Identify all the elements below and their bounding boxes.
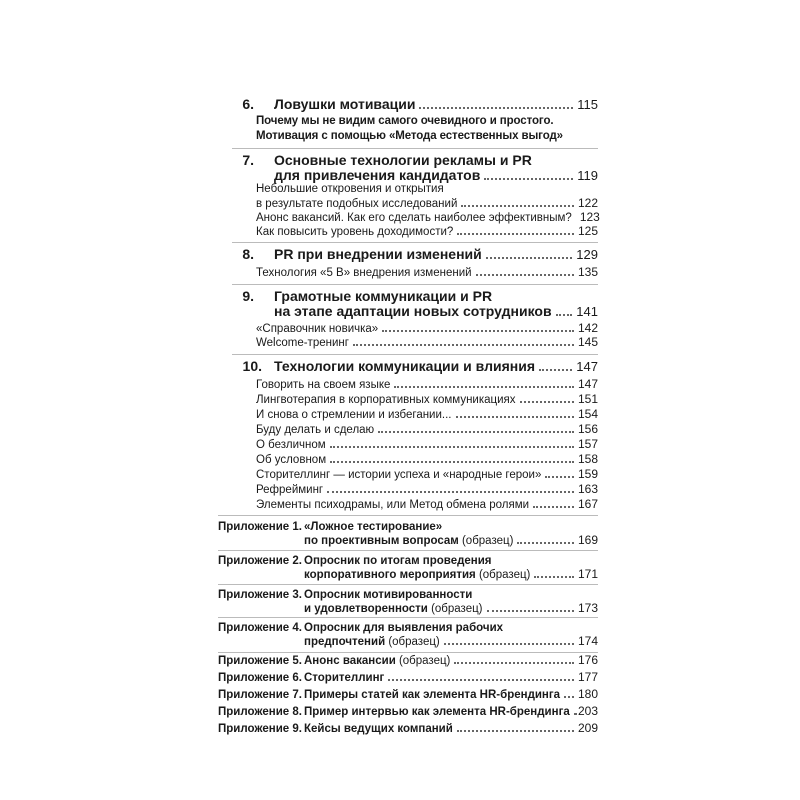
appendix-title: Опросник мотивированности bbox=[304, 589, 473, 601]
page-number: 177 bbox=[577, 670, 598, 684]
appendix-note: (образец) bbox=[458, 535, 514, 547]
appendix-title: Кейсы ведущих компаний bbox=[304, 723, 453, 735]
appendix-5-entry bbox=[218, 652, 598, 667]
separator bbox=[218, 584, 598, 585]
dot-leader bbox=[486, 257, 573, 259]
section-entry bbox=[256, 334, 598, 349]
page-number: 156 bbox=[577, 422, 598, 436]
chapter-number: 9. bbox=[242, 288, 254, 304]
dot-leader bbox=[520, 401, 574, 403]
page-number: 158 bbox=[577, 452, 598, 466]
appendix-title-continued bbox=[304, 603, 483, 615]
section-title: Как повысить уровень доходимости? bbox=[256, 226, 454, 238]
section-title: Об условном bbox=[256, 454, 327, 466]
page-number: 173 bbox=[577, 601, 598, 615]
page-number: 157 bbox=[577, 437, 598, 451]
chapter-6-description-line-2: Мотивация с помощью «Метода естественных выгод» bbox=[256, 130, 563, 142]
appendix-label: Приложение 4. bbox=[218, 622, 302, 634]
section-title-continued: в результате подобных исследований bbox=[256, 198, 458, 210]
appendix-title-text: корпоративного мероприятия bbox=[304, 569, 476, 581]
appendix-label: Приложение 1. bbox=[218, 521, 302, 533]
appendix-label: Приложение 7. bbox=[218, 689, 302, 701]
dot-leader bbox=[327, 491, 574, 493]
dot-leader bbox=[556, 314, 573, 316]
appendix-9-entry bbox=[218, 720, 598, 735]
dot-leader bbox=[461, 205, 574, 207]
appendix-note: (образец) bbox=[475, 569, 531, 581]
chapter-title-continued: на этапе адаптации новых сотрудников bbox=[274, 303, 552, 319]
dot-leader bbox=[457, 730, 574, 732]
section-entry bbox=[256, 436, 598, 451]
page-number: 203 bbox=[577, 704, 598, 718]
page-number: 151 bbox=[577, 392, 598, 406]
dot-leader bbox=[487, 610, 574, 612]
appendix-label: Приложение 2. bbox=[218, 555, 302, 567]
appendix-label: Приложение 3. bbox=[218, 589, 302, 601]
dot-leader bbox=[534, 576, 574, 578]
section-title: О безличном bbox=[256, 439, 326, 451]
appendix-title-continued bbox=[304, 569, 530, 581]
page-number: 119 bbox=[577, 168, 598, 183]
chapter-9-entry-cont bbox=[274, 303, 598, 319]
section-title: И снова о стремлении и избегании... bbox=[256, 409, 452, 421]
dot-leader bbox=[419, 107, 573, 109]
page-number: 180 bbox=[577, 687, 598, 701]
appendix-label: Приложение 6. bbox=[218, 672, 302, 684]
chapter-7-entry-cont bbox=[274, 167, 598, 183]
page-number: 176 bbox=[577, 653, 598, 667]
chapter-title-continued: для привлечения кандидатов bbox=[274, 167, 481, 183]
section-entry bbox=[256, 320, 598, 335]
appendix-1-entry bbox=[218, 518, 598, 533]
page-number: 142 bbox=[577, 321, 598, 335]
chapter-6-entry bbox=[232, 96, 598, 112]
page-number: 123 bbox=[579, 210, 600, 224]
appendix-note: (образец) bbox=[385, 636, 440, 648]
page-number: 209 bbox=[577, 721, 598, 735]
chapter-title: Грамотные коммуникации и PR bbox=[274, 288, 493, 304]
dot-leader bbox=[476, 274, 574, 276]
appendix-note: (образец) bbox=[395, 655, 451, 667]
separator bbox=[232, 284, 598, 285]
separator bbox=[232, 354, 598, 355]
dot-leader bbox=[539, 369, 572, 371]
separator bbox=[218, 515, 598, 516]
appendix-title bbox=[304, 655, 450, 667]
appendix-7-entry bbox=[218, 686, 598, 701]
chapter-title: Ловушки мотивации bbox=[274, 96, 416, 112]
appendix-title: Опросник по итогам проведения bbox=[304, 555, 492, 567]
appendix-title: Пример интервью как элемента HR-брендинга bbox=[304, 706, 570, 718]
page-number: 154 bbox=[577, 407, 598, 421]
dot-leader bbox=[353, 344, 574, 346]
chapter-10-entry bbox=[232, 358, 598, 374]
appendix-3-entry bbox=[218, 586, 598, 601]
section-title: Лингвотерапия в корпоративных коммуникациях bbox=[256, 394, 516, 406]
separator bbox=[218, 550, 598, 551]
appendix-label: Приложение 5. bbox=[218, 655, 302, 667]
dot-leader bbox=[330, 461, 574, 463]
appendix-note: (образец) bbox=[427, 603, 483, 615]
dot-leader bbox=[545, 476, 574, 478]
page-number: 129 bbox=[576, 247, 598, 262]
dot-leader bbox=[564, 696, 574, 698]
appendix-2-entry bbox=[218, 552, 598, 567]
appendix-title: Примеры статей как элемента HR-брендинга bbox=[304, 689, 561, 701]
chapter-8-entry bbox=[232, 246, 598, 262]
appendix-title-text: и удовлетворенности bbox=[304, 603, 428, 615]
section-entry bbox=[256, 195, 598, 210]
section-entry bbox=[256, 481, 598, 496]
dot-leader bbox=[330, 446, 574, 448]
chapter-number: 7. bbox=[242, 152, 254, 168]
dot-leader bbox=[454, 662, 574, 664]
section-entry bbox=[256, 406, 598, 421]
appendix-2-entry-cont bbox=[304, 566, 598, 581]
section-title: Рефрейминг bbox=[256, 484, 324, 496]
page-number: 167 bbox=[577, 497, 598, 511]
page-number: 115 bbox=[577, 97, 598, 112]
section-entry bbox=[256, 466, 598, 481]
section-entry bbox=[256, 451, 598, 466]
chapter-title: PR при внедрении изменений bbox=[274, 246, 482, 262]
section-title: Элементы психодрамы, или Метод обмена ролями bbox=[256, 499, 530, 511]
page-number: 147 bbox=[576, 359, 598, 374]
section-entry bbox=[256, 421, 598, 436]
appendix-6-entry bbox=[218, 669, 598, 684]
section-title: «Справочник новичка» bbox=[256, 323, 379, 335]
appendix-title: Сторителлинг bbox=[304, 672, 385, 684]
section-title: Анонс вакансий. Как его сделать наиболее эффективным? bbox=[256, 212, 572, 224]
appendix-title-text: предпочтений bbox=[304, 636, 386, 648]
chapter-6-description-line-1: Почему мы не видим самого очевидного и простого. bbox=[256, 115, 554, 127]
page-number: 122 bbox=[577, 196, 598, 210]
appendix-8-entry bbox=[218, 703, 598, 718]
section-title: Welcome-тренинг bbox=[256, 337, 349, 349]
appendix-label: Приложение 8. bbox=[218, 706, 302, 718]
separator bbox=[232, 242, 598, 243]
section-entry bbox=[256, 209, 598, 224]
section-title: Сторителлинг — истории успеха и «народные герои» bbox=[256, 469, 542, 481]
chapter-7-entry bbox=[232, 152, 598, 168]
page-number: 169 bbox=[577, 533, 598, 547]
dot-leader bbox=[378, 431, 574, 433]
chapter-title: Технологии коммуникации и влияния bbox=[274, 358, 535, 374]
section-title: Говорить на своем языке bbox=[256, 379, 391, 391]
separator bbox=[232, 148, 598, 149]
chapter-9-entry bbox=[232, 288, 598, 304]
page-number: 159 bbox=[577, 467, 598, 481]
page-number: 135 bbox=[577, 265, 598, 279]
page-number: 145 bbox=[577, 335, 598, 349]
chapter-number: 10. bbox=[242, 358, 262, 374]
appendix-label: Приложение 9. bbox=[218, 723, 302, 735]
dot-leader bbox=[484, 178, 573, 180]
appendix-title-text: по проективным вопросам bbox=[304, 535, 459, 547]
page-number: 163 bbox=[577, 482, 598, 496]
dot-leader bbox=[444, 643, 574, 645]
appendix-title: «Ложное тестирование» bbox=[304, 521, 443, 533]
dot-leader bbox=[517, 542, 574, 544]
appendix-3-entry-cont bbox=[304, 600, 598, 615]
section-title: Технология «5 В» внедрения изменений bbox=[256, 267, 472, 279]
page-number: 171 bbox=[577, 567, 598, 581]
dot-leader bbox=[533, 506, 574, 508]
chapter-number: 6. bbox=[242, 96, 254, 112]
dot-leader bbox=[457, 233, 574, 235]
separator bbox=[218, 617, 598, 618]
section-entry bbox=[256, 264, 598, 279]
appendix-1-entry-cont bbox=[304, 532, 598, 547]
section-entry bbox=[256, 223, 598, 238]
page-number: 147 bbox=[577, 377, 598, 391]
appendix-title-continued bbox=[304, 535, 513, 547]
appendix-4-entry-cont bbox=[304, 633, 598, 648]
chapter-number: 8. bbox=[242, 246, 254, 262]
section-entry bbox=[256, 391, 598, 406]
appendix-title-continued bbox=[304, 636, 440, 648]
page-number: 174 bbox=[577, 634, 598, 648]
appendix-title: Опросник для выявления рабочих bbox=[304, 622, 504, 634]
dot-leader bbox=[382, 330, 574, 332]
section-entry bbox=[256, 496, 598, 511]
dot-leader bbox=[456, 416, 574, 418]
page-number: 141 bbox=[576, 304, 598, 319]
section-title: Небольшие откровения и открытия bbox=[256, 183, 444, 195]
chapter-title: Основные технологии рекламы и PR bbox=[274, 152, 532, 168]
section-entry bbox=[256, 376, 598, 391]
appendix-4-entry bbox=[218, 619, 598, 634]
section-title: Буду делать и сделаю bbox=[256, 424, 375, 436]
dot-leader bbox=[394, 386, 574, 388]
appendix-title-text: Анонс вакансии bbox=[304, 655, 396, 667]
page-number: 125 bbox=[577, 224, 598, 238]
dot-leader bbox=[388, 679, 574, 681]
